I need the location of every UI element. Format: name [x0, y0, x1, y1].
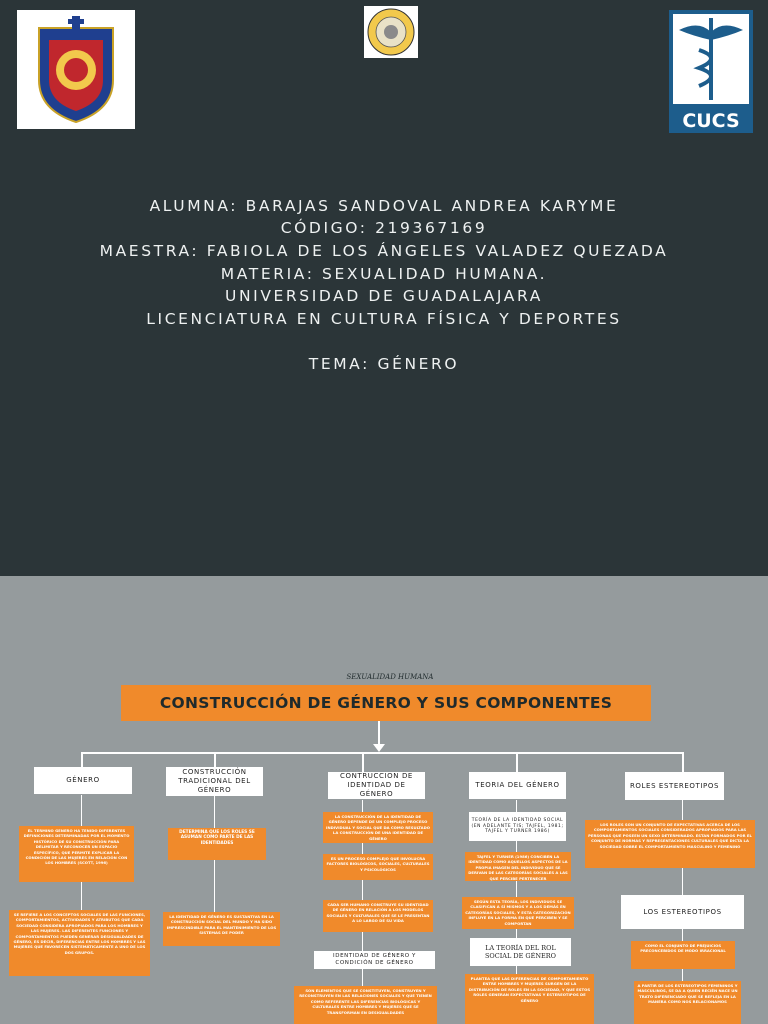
genero-heading: GÉNERO: [34, 767, 132, 794]
genero-concept-box: SE REFIERE A LOS CONCEPTOS SOCIALES DE LAS FUNCIONES, COMPORTAMIENTOS, ACTIVIDADES Y ATRIBUTOS QUE CADA SOCIEDAD CONSIDERA APROPIADOS PARA LOS HOMBRES Y LAS MUJERES. LAS DIFERENTES FUNCIONES Y COMPORTAMIENTOS PUEDEN GENERAR DESIGUALDADES DE GÉNERO, ES DECIR, DIFERENCIAS ENTRE LOS HOMBRES Y LAS MUJERES QUE FAVORECEN SISTEMÁTICAMENTE A UNO DE LOS DOS GRUPOS.: [9, 910, 150, 976]
subject-name: MATERIA: SEXUALIDAD HUMANA.: [220, 265, 548, 283]
rol-social-box: PLANTEA QUE LAS DIFERENCIAS DE COMPORTAMIENTO ENTRE HOMBRES Y MUJERES SURGEN DE LA DISTRIBUCIÓN DE ROLES EN LA SOCIEDAD, Y QUE ESTOS ROLES GENERAN EXPECTATIVAS Y ESTEREOTIPOS DE GÉNERO: [465, 974, 594, 1024]
identidad-condicion-heading: IDENTIDAD DE GÉNERO Y CONDICIÓN DE GÉNERO: [314, 951, 435, 969]
identidad-poder-box: LA IDENTIDAD DE GÉNERO ES SUSTANTIVA EN LA CONSTRUCCIÓN SOCIAL DEL MUNDO Y HA SIDO IMPRESCINDIBLE PARA EL MANTENIMIENTO DE LOS SISTEMAS DE PODER: [163, 912, 280, 946]
roles-estereotipos-heading: ROLES ESTEREOTIPOS: [625, 772, 724, 800]
student-name: ALUMNA: BARAJAS SANDOVAL ANDREA KARYME: [149, 197, 619, 215]
degree-name: LICENCIATURA EN CULTURA FÍSICA Y DEPORTES: [146, 310, 622, 328]
prejuicios-box: COMO EL CONJUNTO DE PREJUICIOS PRECONCEBIDOS DE MODO IRRACIONAL: [631, 941, 735, 969]
tajfel-turner-box: TAJFEL Y TURNER (1986) CONCIBEN LA IDENTIDAD COMO AQUELLOS ASPECTOS DE LA PROPIA IMAGEN DEL INDIVIDUO QUE SE DERIVAN DE LAS CATEGORÍAS SOCIALES A LAS QUE PERCIBE PERTENECER: [465, 852, 571, 881]
connector-line: [516, 752, 518, 772]
topic-title: TEMA: GÉNERO: [308, 355, 460, 373]
construccion-tradicional-heading: CONSTRUCCIÓN TRADICIONAL DEL GÉNERO: [166, 767, 263, 796]
identidad-proceso-box: LA CONSTRUCCIÓN DE LA IDENTIDAD DE GÉNERO DEPENDE DE UN COMPLEJO PROCESO INDIVIDUAL Y SOCIAL QUE DA COMO RESULTADO LA CONSTRUCCIÓN DE UNA IDENTIDAD DE GÉNERO: [323, 812, 433, 843]
categorizacion-box: SEGÚN ESTA TEORÍA, LOS INDIVIDUOS SE CLASIFICAN A SÍ MISMOS Y A LOS DEMÁS EN CATEGORÍAS SOCIALES, Y ESTA CATEGORIZACIÓN INFLUYE EN LA FORMA EN QUE PERCIBEN Y SE COMPORTAN: [462, 897, 574, 929]
trato-diferenciado-box: A PARTIR DE LOS ESTEREOTIPOS FEMENINOS Y MASCULINOS, SE DA A QUIEN RECIÉN NACE UN TRATO DIFERENCIADO QUE SE REFLEJA EN LA MANERA COMO NOS RELACIONAMOS: [634, 981, 741, 1024]
relaciones-sociales-box: SON ELEMENTOS QUE SE CONSTITUYEN, CONSTRUYEN Y RECONSTRUYEN EN LAS RELACIONES SOCIALES Y QUE TIENEN COMO REFERENTE LAS DIFERENCIAS BIOLÓGICAS Y CULTURALES ENTRE HOMBRES Y MUJERES QUE SE TRANSFORMAN EN DESIGUALDADES: [294, 986, 437, 1024]
teoria-genero-heading: TEORIA DEL GÉNERO: [469, 772, 566, 799]
rol-social-heading: LA TEORÍA DEL ROL SOCIAL DE GÉNERO: [470, 938, 571, 966]
factores-box: ES UN PROCESO COMPLEJO QUE INVOLUCRA FACTORES BIOLÓGICOS, SOCIALES, CULTURALES Y PSICOLÓGICOS: [323, 854, 433, 880]
roles-identidades-box: DETERMINA QUE LOS ROLES SE ASUMAN COMO PARTE DE LAS IDENTIDADES: [168, 828, 266, 860]
udg-seal-logo: [364, 6, 418, 58]
connector-line: [362, 752, 364, 772]
cucs-logo-text: CUCS: [682, 110, 740, 132]
construccion-identidad-heading: CONTRUCCION DE IDENTIDAD DE GÉNERO: [328, 772, 425, 799]
roles-definicion-box: LOS ROLES SON UN CONJUNTO DE EXPECTATIVAS ACERCA DE LOS COMPORTAMIENTOS SOCIALES CONSIDERADOS APROPIADOS PARA LAS PERSONAS QUE POSEEN UN SEXO DETERMINADO. ESTAN FORMADOS POR EL CONJUNTO DE NORMAS Y REPRESENTACIONES CULTURALES QUE DICTA LA SOCIEDAD SOBRE EL COMPORTAMIENTO MASCULINO Y FEMENINO: [585, 820, 755, 868]
arrow-down-icon: [373, 744, 385, 752]
connector-line: [81, 752, 83, 768]
estereotipos-heading: LOS ESTEREOTIPOS: [621, 895, 744, 929]
connector-line: [81, 752, 684, 754]
modelos-sociales-box: CADA SER HUMANO CONSTRUYE SU IDENTIDAD DE GÉNERO EN RELACIÓN A LOS MODELOS SOCIALES Y CULTURALES QUE SE LE PRESENTAN A LO LARGO DE SU VIDA: [323, 900, 433, 932]
connector-line: [214, 752, 216, 768]
map-subtitle: SEXUALIDAD HUMANA: [346, 673, 434, 681]
udg-crest-logo: [17, 10, 135, 129]
student-code: CÓDIGO: 219367169: [280, 219, 488, 237]
genero-definition-box: EL TERMINO GENERO HA TENIDO DIFERENTES DEFINICIONES DETERMINADAS POR EL MOMENTO HISTÓRICO DE SU CONSTRUCCIÓN PARA DELIMITAR Y RECONOCER UN ESPACIO ESPECÍFICO, QUE PERMITE EXPLICAR LA CONDICIÓN DE LAS MUJERES EN RELACIÓN CON LOS HOMBRES (SCOTT, 1996): [19, 826, 134, 882]
teacher-name: MAESTRA: FABIOLA DE LOS ÁNGELES VALADEZ QUEZADA: [99, 242, 669, 260]
teoria-identidad-social-heading: TEORÍA DE LA IDENTIDAD SOCIAL (EN ADELANTE TIS; TAJFEL, 1981; TAJFEL Y TURNER 1986): [469, 812, 566, 841]
map-title: CONSTRUCCIÓN DE GÉNERO Y SUS COMPONENTES: [121, 685, 651, 721]
connector-line: [682, 752, 684, 772]
cucs-logo: [669, 10, 753, 133]
university-name: UNIVERSIDAD DE GUADALAJARA: [225, 287, 543, 305]
